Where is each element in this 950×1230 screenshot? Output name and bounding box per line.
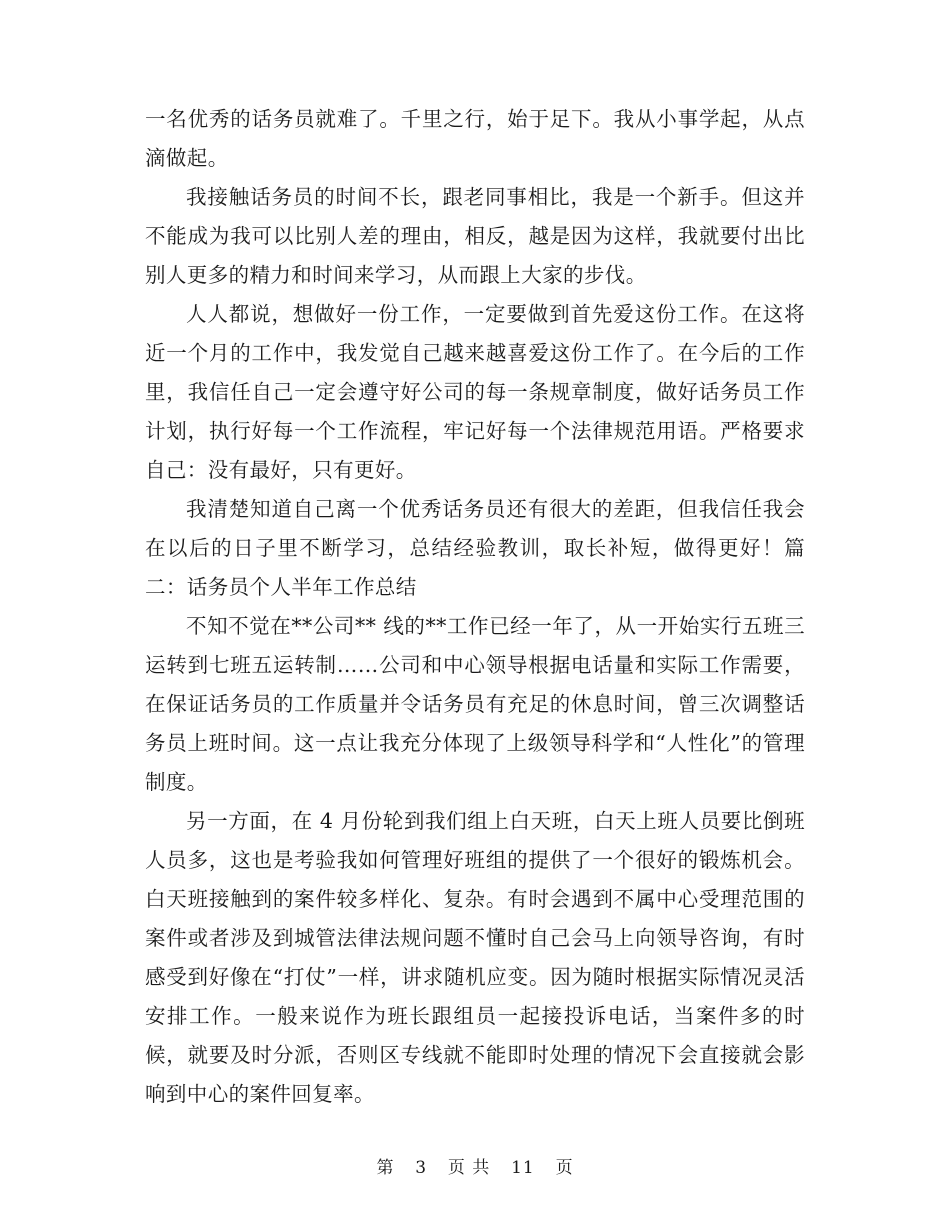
footer-current-page: 3 bbox=[415, 1158, 428, 1178]
footer-middle: 页 共 bbox=[447, 1158, 491, 1178]
paragraph-5: 不知不觉在**公司** 线的**工作已经一年了，从一开始实行五班三运转到七班五运转制……公司和中心领导根据电话量和实际工作需要，在保证话务员的工作质量并令话务员有充足的休息时间，曾三次调整话务员上班时间。这一点让我充分体现了上级领导科学和“人性化”的管理制度。 bbox=[145, 614, 805, 794]
document-body bbox=[145, 100, 805, 1114]
footer-suffix: 页 bbox=[555, 1158, 574, 1178]
paragraph-4: 我清楚知道自己离一个优秀话务员还有很大的差距，但我信任我会在以后的日子里不断学习，总结经验教训，取长补短，做得更好！篇二：话务员个人半年工作总结 bbox=[145, 497, 805, 599]
paragraph-2: 我接触话务员的时间不长，跟老同事相比，我是一个新手。但这并不能成为我可以比别人差的理由，相反，越是因为这样，我就要付出比别人更多的精力和时间来学习，从而跟上大家的步伐。 bbox=[145, 185, 805, 287]
footer-prefix: 第 bbox=[376, 1158, 395, 1178]
footer-total-pages: 11 bbox=[511, 1158, 535, 1178]
page-footer bbox=[0, 1153, 950, 1178]
paragraph-1: 一名优秀的话务员就难了。千里之行，始于足下。我从小事学起，从点滴做起。 bbox=[145, 107, 805, 170]
paragraph-6: 另一方面，在 4 月份轮到我们组上白天班，白天上班人员要比倒班人员多，这也是考验我如何管理好班组的提供了一个很好的锻炼机会。白天班接触到的案件较多样化、复杂。有时会遇到不属中心受理范围的案件或者涉及到城管法律法规问题不懂时自己会马上向领导咨询，有时感受到好像在“打仗”一样，讲求随机应变。因为随时根据实际情况灵活安排工作。一般来说作为班长跟组员一起接投诉电话，当案件多的时候，就要及时分派，否则区专线就不能即时处理的情况下会直接就会影响到中心的案件回复率。 bbox=[145, 809, 805, 1106]
paragraph-3: 人人都说，想做好一份工作，一定要做到首先爱这份工作。在这将近一个月的工作中，我发觉自己越来越喜爱这份工作了。在今后的工作里，我信任自己一定会遵守好公司的每一条规章制度，做好话务员工作计划，执行好每一个工作流程，牢记好每一个法律规范用语。严格要求自己：没有最好，只有更好。 bbox=[145, 302, 805, 482]
